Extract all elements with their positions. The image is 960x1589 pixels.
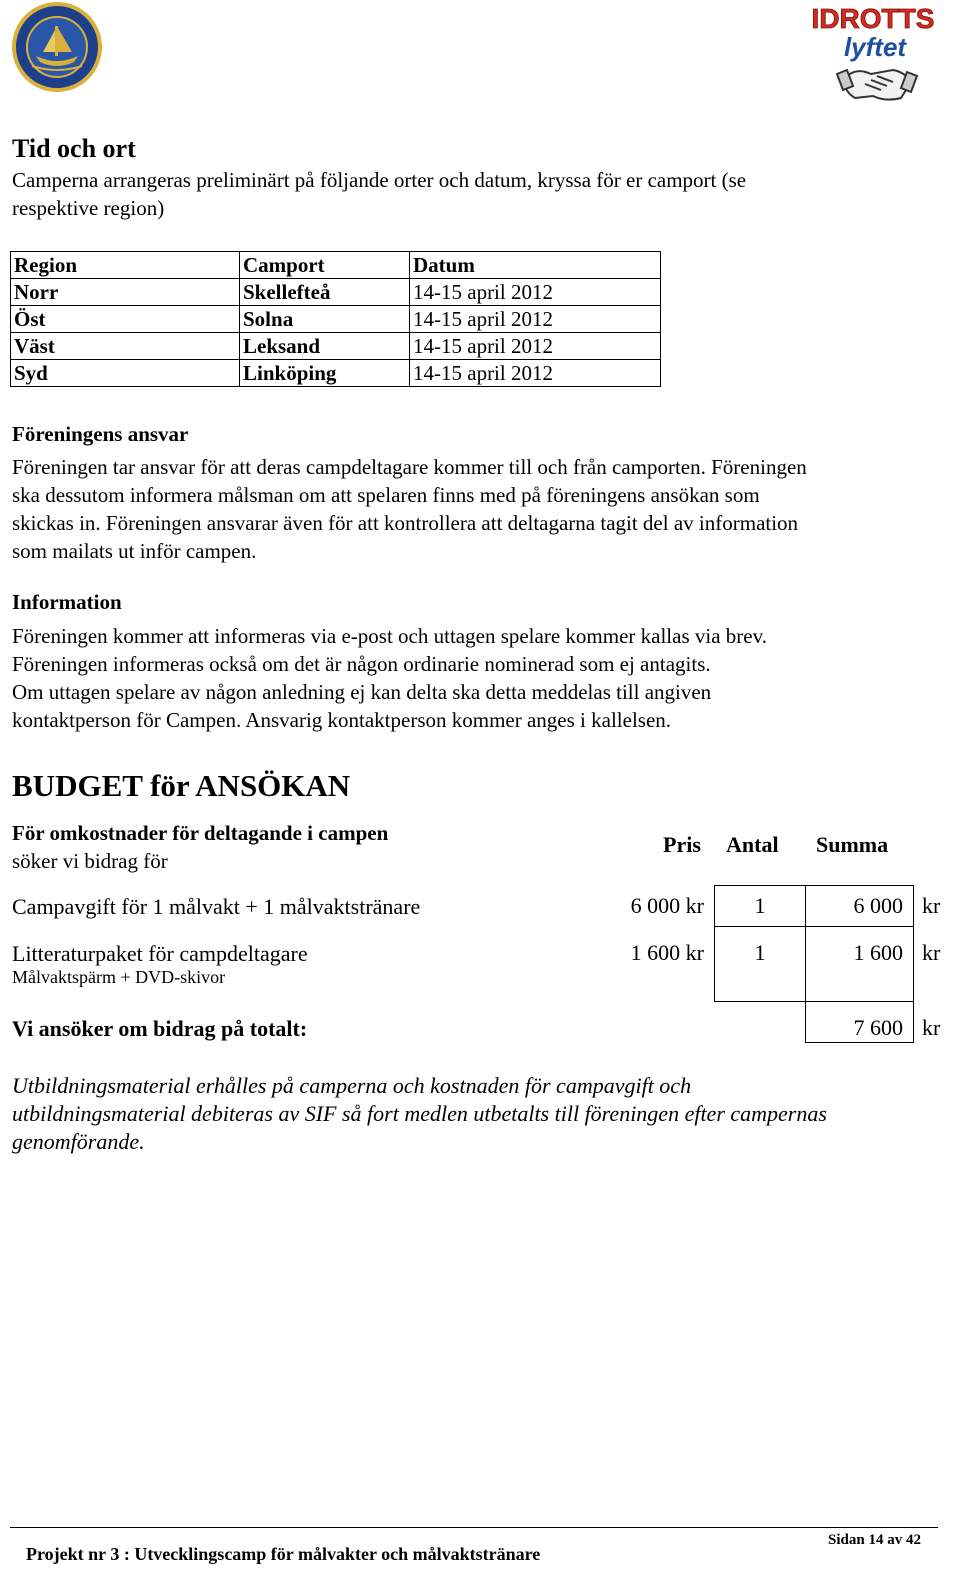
federation-seal-ship-icon bbox=[10, 0, 104, 94]
logo-text-idrotts: IDROTTS bbox=[811, 3, 935, 34]
budget-total-value: 7 600 bbox=[853, 1015, 903, 1040]
budget-item-summa: 1 600 bbox=[853, 940, 903, 965]
cell-datum: 14-15 april 2012 bbox=[410, 360, 661, 387]
budget-item-pris: 1 600 kr bbox=[630, 940, 704, 965]
cell-camport: Skellefteå bbox=[240, 279, 410, 306]
section-title-responsibility: Föreningens ansvar bbox=[12, 422, 189, 446]
col-head-antal: Antal bbox=[726, 832, 779, 857]
budget-total-label: Vi ansöker om bidrag på totalt: bbox=[12, 1016, 308, 1041]
budget-title: BUDGET för ANSÖKAN bbox=[12, 768, 351, 803]
cell-datum: 14-15 april 2012 bbox=[410, 306, 661, 333]
budget-note-line-1: Utbildningsmaterial erhålles på camperna och kostnaden för campavgift och bbox=[12, 1073, 692, 1098]
cell-camport: Linköping bbox=[240, 360, 410, 387]
header-region: Region bbox=[11, 252, 240, 279]
footer-divider bbox=[10, 1527, 938, 1528]
budget-subtitle-bold: För omkostnader för deltagande i campen bbox=[12, 821, 389, 845]
budget-item-summa: 6 000 bbox=[853, 893, 903, 918]
section-title-time-place: Tid och ort bbox=[12, 134, 136, 163]
responsibility-line-4: som mailats ut inför campen. bbox=[12, 539, 257, 563]
budget-total-unit: kr bbox=[922, 1015, 941, 1040]
footer-page-number: Sidan 14 av 42 bbox=[828, 1532, 921, 1548]
responsibility-line-2: ska dessutom informera målsman om att spelaren finns med på föreningens ansökan som bbox=[12, 483, 760, 507]
header-camport: Camport bbox=[240, 252, 410, 279]
federation-seal-logo bbox=[10, 0, 104, 94]
budget-item-label: Litteraturpaket för campdeltagare bbox=[12, 941, 308, 966]
table-row[interactable] bbox=[11, 360, 661, 387]
budget-note-line-2: utbildningsmaterial debiteras av SIF så fort medlen utbetalts till föreningen efter campernas bbox=[12, 1101, 827, 1126]
section-title-information: Information bbox=[12, 590, 122, 614]
idrottslyftet-logo bbox=[793, 0, 953, 108]
cell-datum: 14-15 april 2012 bbox=[410, 333, 661, 360]
budget-note-line-3: genomförande. bbox=[12, 1129, 145, 1154]
cell-datum: 14-15 april 2012 bbox=[410, 279, 661, 306]
budget-subtitle: söker vi bidrag för bbox=[12, 849, 168, 873]
responsibility-line-3: skickas in. Föreningen ansvarar även för att kontrollera att deltagarna tagit del av information bbox=[12, 511, 799, 535]
information-line-3: Om uttagen spelare av någon anledning ej kan delta ska detta meddelas till angiven bbox=[12, 680, 712, 704]
camp-table bbox=[10, 251, 661, 387]
table-row[interactable] bbox=[11, 306, 661, 333]
budget-item-unit: kr bbox=[922, 940, 941, 965]
cell-region: Syd bbox=[11, 360, 240, 387]
cell-camport: Solna bbox=[240, 306, 410, 333]
budget-item-antal: 1 bbox=[754, 940, 766, 965]
budget-item-unit: kr bbox=[922, 893, 941, 918]
logo-text-lyftet: lyftet bbox=[843, 32, 907, 62]
camp-table-header-row bbox=[11, 252, 661, 279]
idrottslyftet-handshake-logo bbox=[793, 0, 953, 108]
table-row[interactable] bbox=[11, 279, 661, 306]
responsibility-line-1: Föreningen tar ansvar för att deras campdeltagare kommer till och från camporten. Föreningen bbox=[12, 455, 807, 479]
budget-item-label: Campavgift för 1 målvakt + 1 målvaktstränare bbox=[12, 894, 421, 919]
cell-region: Öst bbox=[11, 306, 240, 333]
table-row[interactable] bbox=[11, 333, 661, 360]
col-head-summa: Summa bbox=[816, 832, 889, 857]
cell-camport: Leksand bbox=[240, 333, 410, 360]
budget-item-antal: 1 bbox=[754, 893, 766, 918]
footer-project-title: Projekt nr 3 : Utvecklingscamp för målvakter och målvaktstränare bbox=[26, 1544, 541, 1564]
col-head-pris: Pris bbox=[663, 832, 701, 857]
intro-text-line-2: respektive region) bbox=[12, 196, 165, 220]
information-line-1: Föreningen kommer att informeras via e-post och uttagen spelare kommer kallas via brev. bbox=[12, 624, 767, 648]
budget-item-pris: 6 000 kr bbox=[630, 893, 704, 918]
cell-region: Väst bbox=[11, 333, 240, 360]
information-line-2: Föreningen informeras också om det är någon ordinarie nominerad som ej antagits. bbox=[12, 652, 711, 676]
intro-text-line-1: Camperna arrangeras preliminärt på följande orter och datum, kryssa för er camport (se bbox=[12, 168, 747, 192]
information-line-4: kontaktperson för Campen. Ansvarig kontaktperson kommer anges i kallelsen. bbox=[12, 708, 672, 732]
budget-item-sublabel: Målvaktspärm + DVD-skivor bbox=[12, 967, 226, 987]
cell-region: Norr bbox=[11, 279, 240, 306]
header-datum: Datum bbox=[410, 252, 661, 279]
